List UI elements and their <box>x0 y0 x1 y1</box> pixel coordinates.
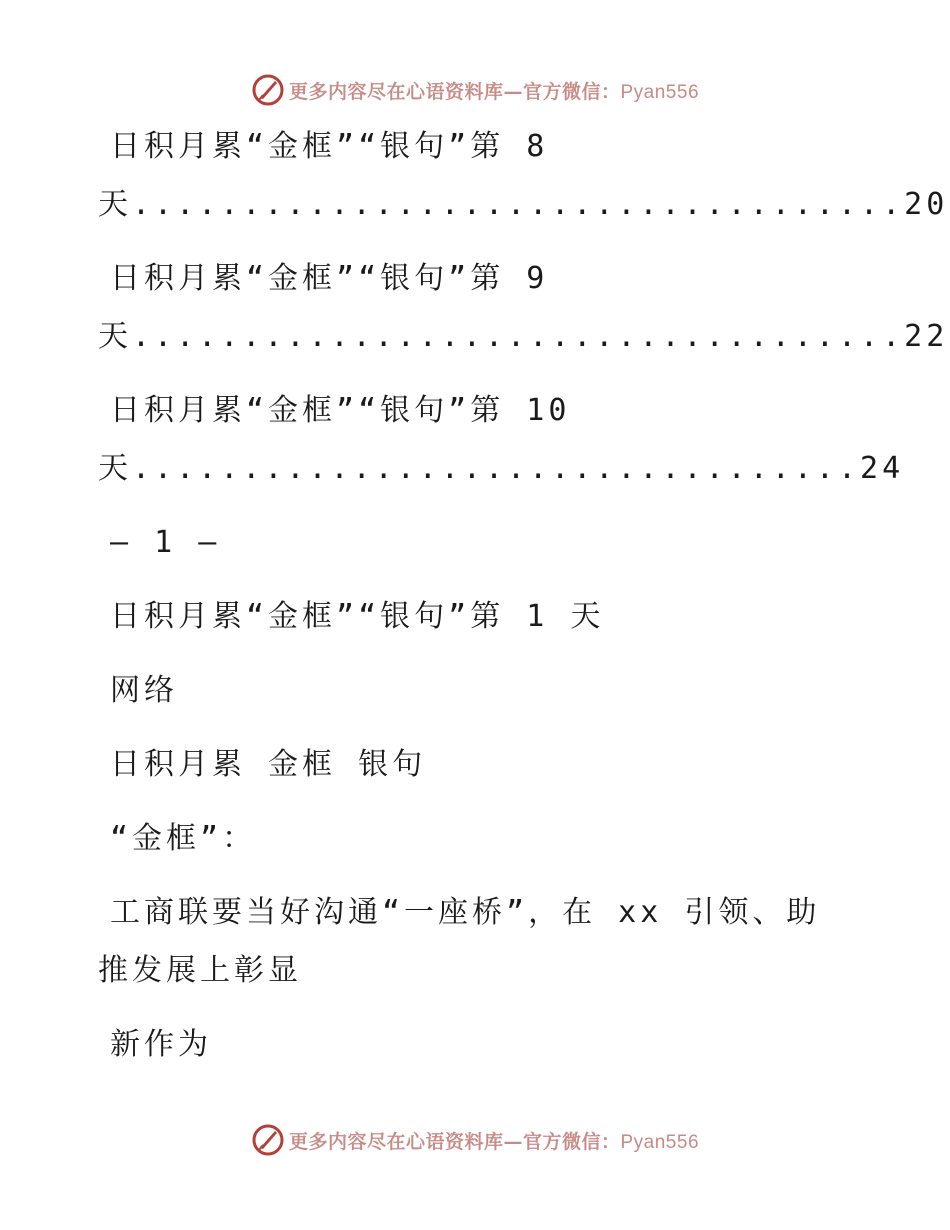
feather-logo-icon <box>251 1123 285 1157</box>
section-label: “金框”： <box>110 821 257 856</box>
toc-entry-title: 日积月累“金框”“银句”第 9 <box>110 261 549 296</box>
watermark-text: 更多内容尽在心语资料库—官方微信：Pyan556 <box>288 80 700 103</box>
toc-entry-title: 日积月累“金框”“银句”第 10 <box>110 393 571 428</box>
toc-entry-leader: 天...................................20 <box>98 187 949 222</box>
feather-logo-icon <box>251 73 285 107</box>
page-number: — 1 — <box>110 525 221 560</box>
header-watermark <box>0 70 950 110</box>
paragraph-line: 工商联要当好沟通“一座桥”，在 xx 引领、助 <box>110 895 821 930</box>
article-tags: 日积月累 金框 银句 <box>110 747 427 782</box>
paragraph-line: 新作为 <box>110 1027 212 1062</box>
watermark-text: 更多内容尽在心语资料库—官方微信：Pyan556 <box>288 1130 700 1153</box>
toc-entry-leader: 天.................................24 <box>98 451 905 486</box>
article-heading: 日积月累“金框”“银句”第 1 天 <box>110 599 605 634</box>
paragraph-line: 推发展上彰显 <box>98 953 302 988</box>
article-source: 网络 <box>110 673 178 708</box>
footer-watermark <box>0 1120 950 1160</box>
toc-entry-leader: 天...................................22 <box>98 319 949 354</box>
toc-entry-title: 日积月累“金框”“银句”第 8 <box>110 129 549 164</box>
